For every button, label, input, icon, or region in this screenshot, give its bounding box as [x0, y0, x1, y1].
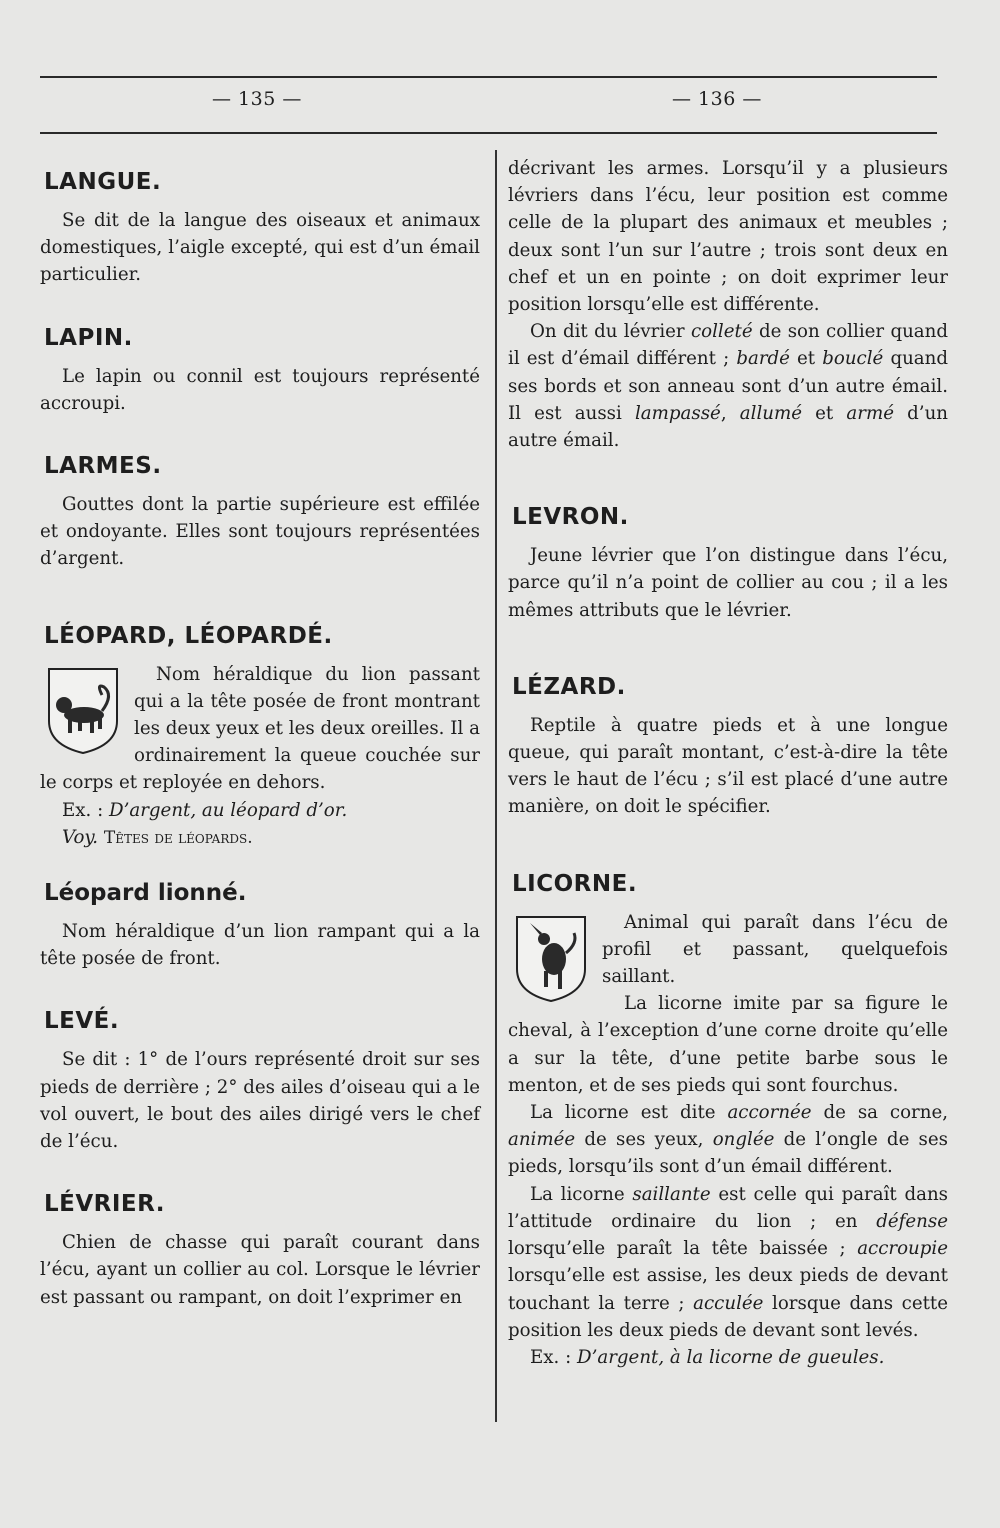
entry-levron	[508, 504, 948, 624]
entry-text	[508, 318, 948, 454]
text-run: quand ses bords et son anneau sont d’un autre émail. Il est aussi	[508, 348, 949, 424]
example-blazon: D’argent, au léopard d’or.	[109, 799, 348, 821]
page-number-left: — 135 —	[212, 88, 302, 110]
entry-example	[508, 1344, 948, 1371]
term-italic: onglée	[712, 1129, 775, 1151]
term-italic: acculée	[693, 1292, 764, 1314]
entry-larmes	[40, 453, 480, 573]
entry-heading: Léopard lionné.	[44, 880, 247, 907]
text-run: et	[801, 402, 847, 424]
left-column	[40, 155, 480, 1311]
text-run: La licorne est dite	[530, 1102, 728, 1124]
term-italic: bardé	[736, 348, 790, 370]
entry-text: Se dit de la langue des oiseaux et animaux domestiques, l’aigle excepté, qui est d’un émail particulier.	[40, 210, 480, 286]
term-italic: accornée	[727, 1102, 812, 1124]
text-run: d’un autre émail.	[508, 402, 948, 452]
entry-heading: LÉVRIER.	[44, 1191, 166, 1218]
entry-heading: LARMES.	[44, 453, 162, 480]
text-run: et	[789, 348, 823, 370]
entry-text: Le lapin ou connil est toujours représenté accroupi.	[40, 365, 480, 414]
term-italic: allumé	[739, 402, 802, 424]
see-also-label: Voy.	[62, 826, 99, 848]
entry-lezard	[508, 674, 948, 821]
entry-example	[40, 797, 480, 824]
entry-text: Chien de chasse qui paraît courant dans l’écu, ayant un collier au col. Lorsque le lévrier est passant ou rampant, on doit l’exprimer en	[40, 1232, 480, 1308]
text-run: ,	[720, 402, 740, 424]
entry-heading: LANGUE.	[44, 169, 162, 195]
entry-levrier	[40, 1191, 480, 1311]
entry-text: Jeune lévrier que l’on distingue dans l’écu, parce qu’il n’a point de collier au cou ; il a les mêmes attributs que le lévrier.	[508, 545, 948, 621]
entry-text: Nom héraldique d’un lion rampant qui a la tête posée de front.	[40, 921, 480, 970]
entry-see-also	[40, 824, 480, 852]
entry-lapin	[40, 325, 480, 417]
header-rule	[40, 132, 937, 134]
text-run: La licorne	[530, 1183, 633, 1205]
entry-leve	[40, 1008, 480, 1155]
entry-text: Nom héraldique du lion passant qui a la tête posée de front montrant les deux yeux et les deux oreilles. Il a ordinairement la queue couchée sur le corps et reployée en dehors.	[40, 663, 480, 794]
term-italic: accroupie	[857, 1238, 948, 1260]
unicorn-shield-icon	[514, 913, 588, 1005]
term-italic: colleté	[690, 321, 753, 343]
entry-heading: LEVRON.	[512, 504, 629, 531]
text-run: lorsqu’elle paraît la tête baissée ;	[508, 1238, 858, 1260]
entry-heading: LÉZARD.	[512, 673, 626, 700]
text-run: est celle qui paraît dans l’attitude ordinaire du lion ; en	[508, 1183, 948, 1232]
text-run: de son collier quand il est d’émail différent ;	[508, 321, 948, 370]
text-run: de ses yeux,	[575, 1129, 713, 1151]
text-run: lorsqu’elle est assise, les deux pieds de devant touchant la terre ;	[508, 1265, 948, 1314]
page-number-right: — 136 —	[672, 88, 762, 110]
entry-text	[508, 1181, 948, 1344]
entry-text: Reptile à quatre pieds et à une longue queue, qui paraît montant, c’est-à-dire la tête vers le haut de l’écu ; s’il est placé d’une autre manière, on doit le spécifier.	[508, 714, 948, 818]
leopard-shield-icon	[46, 665, 120, 757]
entry-text	[508, 1099, 948, 1181]
term-italic: saillante	[632, 1183, 711, 1205]
example-prefix: Ex. :	[62, 799, 110, 821]
column-divider	[495, 150, 497, 1422]
entry-levrier-continued	[508, 155, 948, 454]
see-also-reference: Têtes de léopards.	[103, 827, 253, 848]
example-blazon: D’argent, à la licorne de gueules.	[577, 1346, 885, 1368]
entry-licorne	[508, 871, 948, 1371]
text-run: de sa corne,	[811, 1102, 948, 1124]
text-run: de l’ongle de ses pieds, lorsqu’ils sont d’un émail différent.	[508, 1129, 948, 1178]
entry-text: décrivant les armes. Lorsqu’il y a plusieurs lévriers dans l’écu, leur position est comme celle de la plupart des animaux et meubles ; deux sont l’un sur l’autre ; trois sont deux en chef et un en pointe ; on doit exprimer leur position lorsqu’elle est différente.	[508, 158, 948, 316]
top-rule	[40, 76, 937, 78]
entry-leopard-lionne	[40, 880, 480, 972]
entry-langue	[40, 169, 480, 289]
term-italic: armé	[846, 402, 894, 424]
entry-text: Gouttes dont la partie supérieure est effilée et ondoyante. Elles sont toujours représentées d’argent.	[40, 494, 480, 570]
term-italic: défense	[876, 1210, 948, 1232]
entry-text: Se dit : 1° de l’ours représenté droit sur ses pieds de derrière ; 2° des ailes d’oiseau qui a le vol ouvert, le bout des ailes dirigé vers le chef de l’écu.	[40, 1049, 480, 1153]
example-prefix: Ex. :	[530, 1346, 578, 1368]
term-italic: lampassé	[634, 402, 721, 424]
entry-heading: LICORNE.	[512, 870, 638, 897]
text-run: lorsque dans cette position les deux pieds de devant sont levés.	[508, 1292, 949, 1341]
entry-heading: LAPIN.	[44, 324, 133, 351]
entry-text: La licorne imite par sa figure le cheval, à l’exception d’une corne droite qu’elle a sur la tête, d’une petite barbe sous le menton, et de ses pieds qui sont fourchus.	[508, 993, 948, 1096]
right-column	[508, 155, 948, 1371]
entry-leopard	[40, 623, 480, 852]
term-italic: animée	[508, 1129, 576, 1151]
text-run: On dit du lévrier	[530, 321, 691, 343]
entry-text: Animal qui paraît dans l’écu de profil et passant, quelquefois saillant.	[602, 911, 948, 988]
entry-heading: LEVÉ.	[44, 1008, 120, 1035]
term-italic: bouclé	[822, 348, 884, 370]
entry-heading: LÉOPARD, LÉOPARDÉ.	[44, 622, 333, 649]
